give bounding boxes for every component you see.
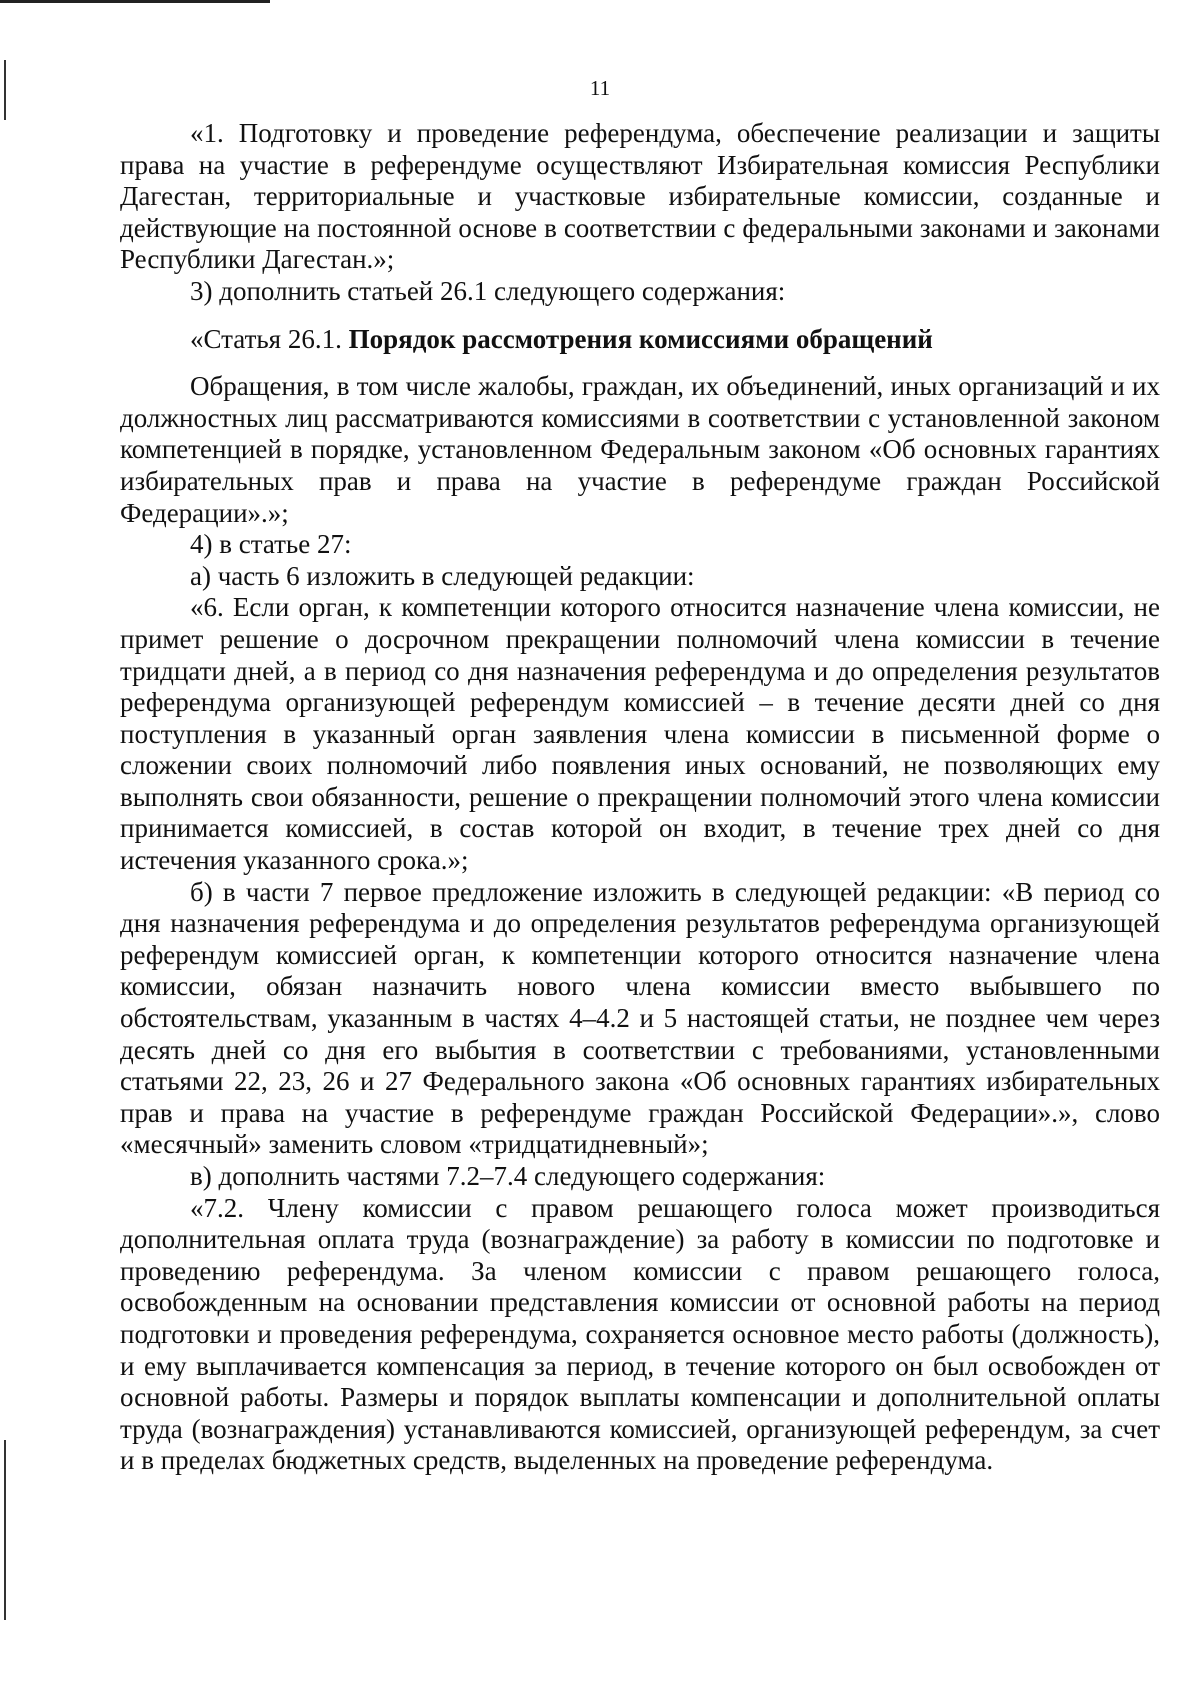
scan-edge-top xyxy=(0,0,270,3)
paragraph: «1. Подготовку и проведение референдума, обеспечение реализации и защиты права на участие в референдуме осуществляют Избирательная комиссия Республики Дагестан, территориальные и участковые избирательные комиссии, созданные и действующие на постоянной основе в соответствии с федеральными законами и законами Республики Дагестан.»; xyxy=(120,118,1160,275)
document-body xyxy=(120,118,1160,1477)
scan-edge-left xyxy=(4,1440,6,1620)
page-number: 11 xyxy=(589,76,611,100)
article-heading xyxy=(120,324,1160,356)
paragraph: «6. Если орган, к компетенции которого относится назначение члена комиссии, не примет решение о досрочном прекращении полномочий члена комиссии в течение тридцати дней, а в период со дня назначения референдума и до определения результатов референдума организующей референдум комиссией – в течение десяти дней со дня поступления в указанный орган заявления члена комиссии в письменной форме о сложении своих полномочий либо появления иных оснований, не позволяющих ему выполнять свои обязанности, решение о прекращении полномочий этого члена комиссии принимается комиссией, в состав которой он входит, в течение трех дней со дня истечения указанного срока.»; xyxy=(120,592,1160,876)
paragraph: б) в части 7 первое предложение изложить в следующей редакции: «В период со дня назначения референдума и до определения результатов референдума организующей референдум комиссией орган, к компетенции которого относится назначение члена комиссии, обязан назначить нового члена комиссии вместо выбывшего по обстоятельствам, указанным в частях 4–4.2 и 5 настоящей статьи, не позднее чем через десять дней со дня его выбытия в соответствии с требованиями, установленными статьями 22, 23, 26 и 27 Федерального закона «Об основных гарантиях избирательных прав и права на участие в референдуме граждан Российской Федерации».», слово «месячный» заменить словом «тридцатидневный»; xyxy=(120,876,1160,1160)
paragraph: Обращения, в том числе жалобы, граждан, их объединений, иных организаций и их должностных лиц рассматриваются комиссиями в соответствии с установленной законом компетенцией в порядке, установленном Федеральным законом «Об основных гарантиях избирательных прав и права на участие в референдуме граждан Российской Федерации».»; xyxy=(120,371,1160,528)
paragraph: «7.2. Члену комиссии с правом решающего голоса может производиться дополнительная оплата труда (вознаграждение) за работу в комиссии по подготовке и проведению референдума. За членом комиссии с правом решающего голоса, освобожденным на основании представления комиссии от основной работы на период подготовки и проведения референдума, сохраняется основное место работы (должность), и ему выплачивается компенсация за период, в течение которого он был освобожден от основной работы. Размеры и порядок выплаты компенсации и дополнительной оплаты труда (вознаграждения) устанавливаются комиссией, организующей референдум, за счет и в пределах бюджетных средств, выделенных на проведение референдума. xyxy=(120,1192,1160,1476)
paragraph: 4) в статье 27: xyxy=(190,529,352,560)
article-title: Порядок рассмотрения комиссиями обращений xyxy=(348,323,933,354)
article-number: «Статья 26.1. xyxy=(190,323,349,354)
paragraph: в) дополнить частями 7.2–7.4 следующего содержания: xyxy=(190,1161,826,1191)
paragraph: а) часть 6 изложить в следующей редакции: xyxy=(190,560,695,591)
paragraph: 3) дополнить статьей 26.1 следующего содержания: xyxy=(190,275,786,306)
